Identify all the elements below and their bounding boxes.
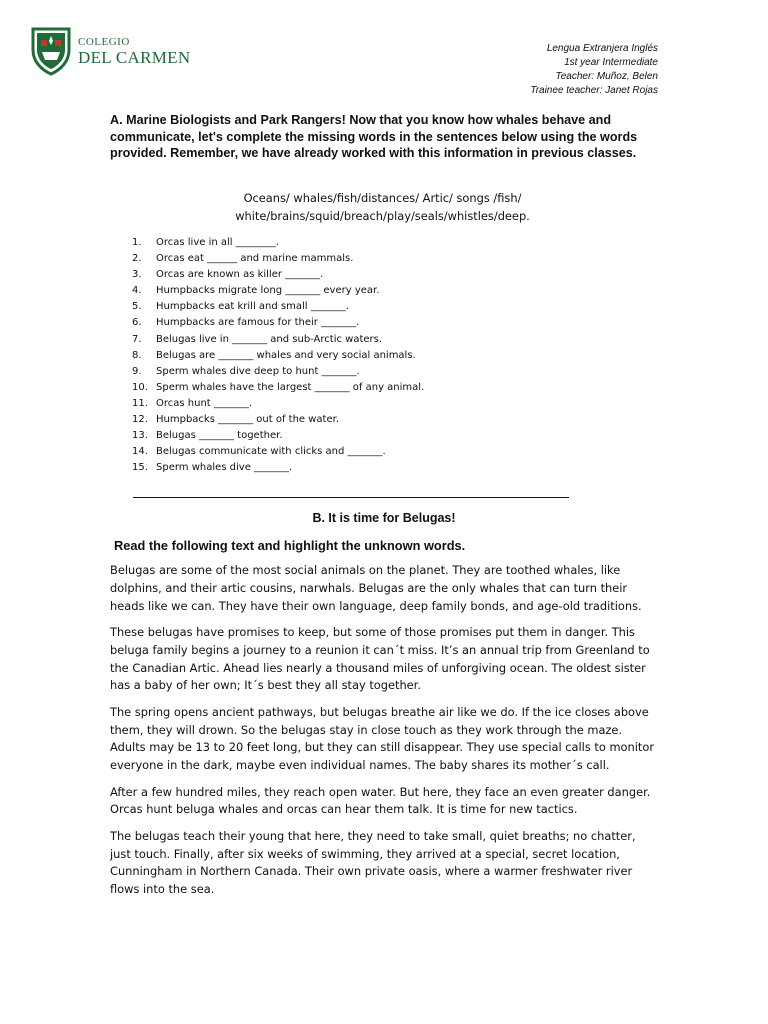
item-number: 14. xyxy=(132,446,148,458)
word-bank-line-1: Oceans/ whales/fish/distances/ Artic/ songs /fish/ xyxy=(243,191,522,205)
section-a-instruction: A. Marine Biologists and Park Rangers! Now that you know how whales behave and communicate, let's complete the missing words in the sentences below using the words provided. Remember, we have already worked with this information in previous classes. xyxy=(110,113,638,161)
word-bank xyxy=(110,189,655,225)
school-crest-icon xyxy=(30,26,72,76)
item-number: 6. xyxy=(132,317,142,329)
item-text: Orcas eat ______ and marine mammals. xyxy=(156,253,354,265)
item-number: 2. xyxy=(132,253,142,265)
item-text: Humpbacks _______ out of the water. xyxy=(156,414,339,426)
item-number: 11. xyxy=(132,397,148,409)
item-text: Belugas _______ together. xyxy=(156,430,283,442)
school-logo xyxy=(30,26,190,76)
reading-text xyxy=(110,562,658,908)
header-teacher: Teacher: Muñoz, Belen xyxy=(555,71,658,82)
item-text: Humpbacks eat krill and small _______. xyxy=(156,301,349,313)
paragraph: Belugas are some of the most social animals on the planet. They are toothed whales, like dolphins, and their artic cousins, narwhals. Belugas are the only whales that can turn their heads like we can. They have their own language, deep family bonds, and age-old traditions. xyxy=(110,563,642,613)
header-trainee: Trainee teacher: Janet Rojas xyxy=(530,85,658,96)
exercise-list xyxy=(132,235,424,476)
item-text: Belugas are _______ whales and very social animals. xyxy=(156,349,416,361)
item-number: 7. xyxy=(132,333,142,345)
list-item xyxy=(132,348,424,364)
list-item xyxy=(132,412,424,428)
item-text: Sperm whales dive deep to hunt _______. xyxy=(156,365,360,377)
list-item xyxy=(132,444,424,460)
item-number: 9. xyxy=(132,365,142,377)
list-item xyxy=(132,460,424,476)
list-item xyxy=(132,364,424,380)
item-number: 1. xyxy=(132,237,142,248)
paragraph: The spring opens ancient pathways, but belugas breathe air like we do. If the ice closes above them, they will drown. So the belugas stay in close touch as they work through the maze. Adults may be 13 to 20 feet long, but they can still disappear. They use special calls to monitor everyone in the dark, maybe even individual names. The baby shares its mother´s call. xyxy=(110,704,655,773)
paragraph: After a few hundred miles, they reach open water. But here, they face an even greater danger. Orcas hunt beluga whales and orcas can hear them talk. It is time for new tactics. xyxy=(110,784,651,817)
section-b-instruction: Read the following text and highlight the unknown words. xyxy=(114,538,466,553)
header-subject: Lengua Extranjera Inglés xyxy=(546,43,658,54)
paragraph: These belugas have promises to keep, but some of those promises put them in danger. This beluga family begins a journey to a reunion it can´t miss. It’s an annual trip from Greenland to the Canadian Artic. Ahead lies nearly a thousand miles of unforgiving ocean. The oldest sister has a baby of her own; It´s best they all stay together. xyxy=(110,624,650,693)
item-text: Humpbacks are famous for their _______. xyxy=(156,317,360,329)
list-item xyxy=(132,283,424,299)
item-number: 3. xyxy=(132,269,142,281)
item-number: 8. xyxy=(132,349,142,361)
list-item xyxy=(132,299,424,315)
word-bank-line-2: white/brains/squid/breach/play/seals/whistles/deep. xyxy=(235,209,530,223)
item-number: 13. xyxy=(132,430,148,442)
list-item xyxy=(132,315,424,331)
logo-line-2: DEL CARMEN xyxy=(78,47,191,67)
item-number: 10. xyxy=(132,381,148,393)
paragraph: The belugas teach their young that here, they need to take small, quiet breaths; no chatter, just touch. Finally, after six weeks of swimming, they arrived at a special, secret location, Cunningham in Northern Canada. Their own private oasis, where a warmer freshwater river flows into the sea. xyxy=(110,828,636,897)
item-number: 15. xyxy=(132,462,148,474)
item-text: Orcas live in all ________. xyxy=(156,237,279,248)
item-text: Orcas are known as killer _______. xyxy=(156,269,324,281)
section-b-title: B. It is time for Belugas! xyxy=(312,511,456,525)
item-text: Belugas communicate with clicks and _______. xyxy=(156,446,386,458)
list-item xyxy=(132,267,424,283)
item-text: Sperm whales dive _______. xyxy=(156,462,293,474)
item-number: 4. xyxy=(132,285,142,297)
item-number: 12. xyxy=(132,414,148,426)
item-text: Sperm whales have the largest _______ of any animal. xyxy=(156,381,425,393)
list-item xyxy=(132,332,424,348)
document-header xyxy=(530,42,658,98)
item-text: Belugas live in _______ and sub-Arctic waters. xyxy=(156,333,383,345)
item-text: Orcas hunt _______. xyxy=(156,397,253,409)
list-item xyxy=(132,396,424,412)
list-item xyxy=(132,251,424,267)
logo-line-1: COLEGIO xyxy=(78,35,130,48)
item-number: 5. xyxy=(132,301,142,313)
list-item xyxy=(132,235,424,251)
list-item xyxy=(132,428,424,444)
item-text: Humpbacks migrate long _______ every year. xyxy=(156,285,380,297)
list-item xyxy=(132,380,424,396)
section-divider xyxy=(133,497,569,498)
header-level: 1st year Intermediate xyxy=(564,57,658,68)
